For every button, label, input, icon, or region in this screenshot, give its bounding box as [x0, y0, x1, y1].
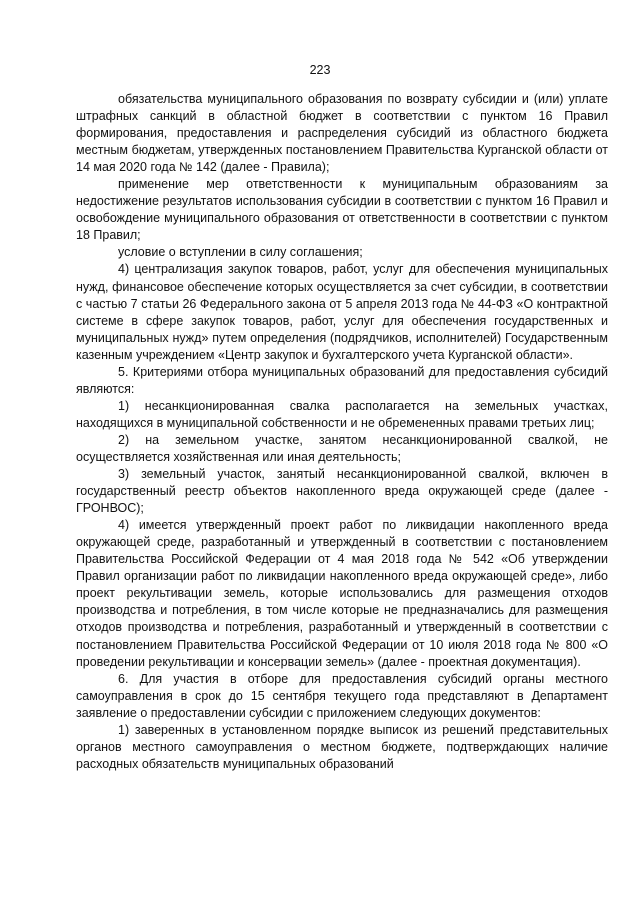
- paragraph: 3) земельный участок, занятый несанкционированной свалкой, включен в государственный реестр объектов накопленного вреда окружающей среде (далее - ГРОНВОС);: [76, 467, 608, 516]
- paragraph: условие о вступлении в силу соглашения;: [118, 245, 363, 260]
- paragraph: 2) на земельном участке, занятом несанкционированной свалкой, не осуществляется хозяйственная или иная деятельность;: [76, 432, 608, 464]
- paragraph: 4) централизация закупок товаров, работ, услуг для обеспечения муниципальных нужд, финансовое обеспечение которых осуществляется за счет субсидии, в соответствии с частью 7 статьи 26 Федерального закона от 5 апреля 2013 года № 44-ФЗ «О контрактной системе в сфере закупок товаров, работ, услуг для обеспечения государственных и муниципальных нужд» путем определения (подрядчиков, исполнителей) Государственным казенным учреждением «Центр закупок и бухгалтерского учета Курганской области».: [76, 262, 608, 362]
- paragraph: 1) несанкционированная свалка располагается на земельных участках, находящихся в муниципальной собственности и не обремененных правами третьих лиц;: [76, 398, 608, 430]
- paragraph: 6. Для участия в отборе для предоставления субсидий органы местного самоуправления в срок до 15 сентября текущего года представляют в Департамент заявление о предоставлении субсидии с приложением следующих документов:: [76, 671, 608, 720]
- paragraph: 5. Критериями отбора муниципальных образований для предоставления субсидий являются:: [76, 364, 608, 396]
- page-number: 223: [309, 63, 331, 77]
- document-body: [76, 91, 608, 773]
- paragraph: обязательства муниципального образования по возврату субсидии и (или) уплате штрафных санкций в областной бюджет в соответствии с пунктом 16 Правил формирования, предоставления и распределения субсидий из областного бюджета местным бюджетам, утвержденных постановлением Правительства Курганской области от 14 мая 2020 года № 142 (далее - Правила);: [76, 92, 608, 175]
- paragraph: применение мер ответственности к муниципальным образованиям за недостижение результатов использования субсидии в соответствии с пунктом 16 Правил и освобождение муниципального образования от ответственности в соответствии с пунктом 18 Правил;: [76, 177, 608, 243]
- paragraph: 1) заверенных в установленном порядке выписок из решений представительных органов местного самоуправления о местном бюджете, подтверждающих наличие расходных обязательств муниципальных образований: [76, 722, 608, 771]
- paragraph: 4) имеется утвержденный проект работ по ликвидации накопленного вреда окружающей среде, разработанный и утвержденный в соответствии с постановлением Правительства Российской Федерации от 4 мая 2018 года № 542 «Об утверждении Правил организации работ по ликвидации накопленного вреда окружающей среде», либо проект рекультивации земель, которые использовались для размещения отходов производства и потребления, в том числе которые не предназначались для размещения отходов производства и потребления, разработанный и утвержденный в соответствии с постановлением Правительства Российской Федерации от 10 июля 2018 года № 800 «О проведении рекультивации и консервации земель» (далее - проектная документация).: [76, 518, 608, 669]
